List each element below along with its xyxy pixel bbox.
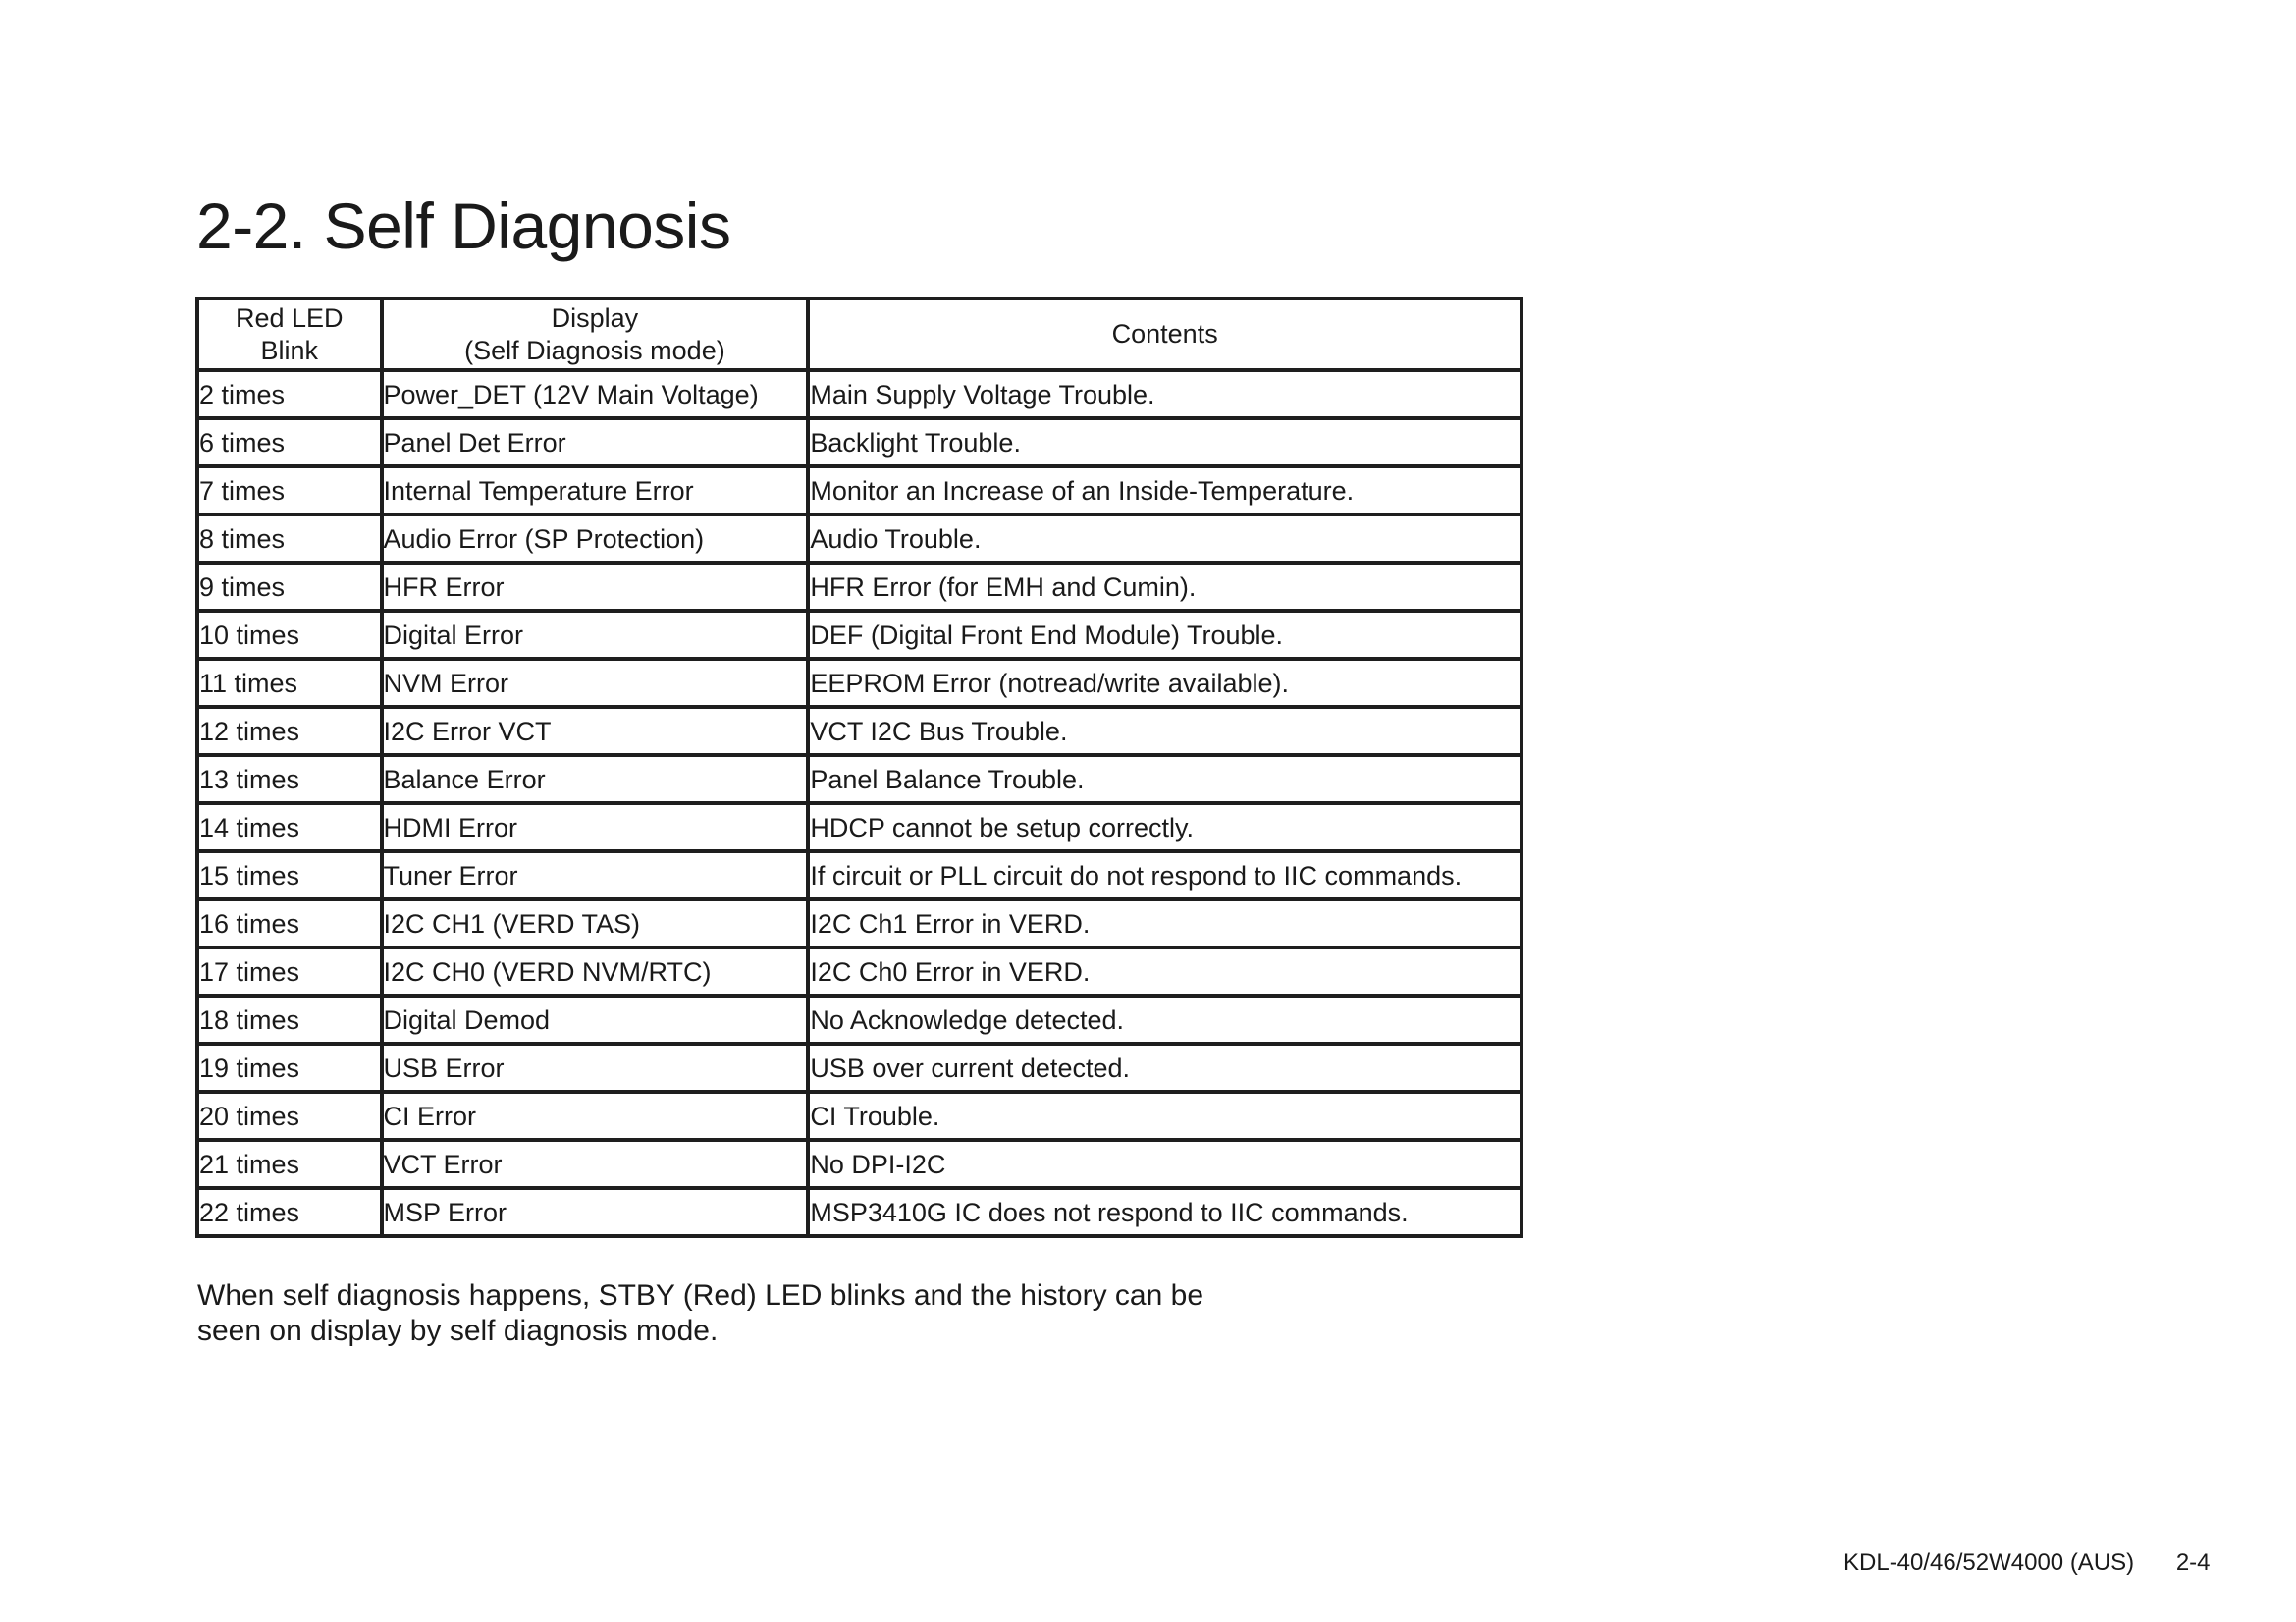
table-row (197, 1044, 1522, 1092)
cell-display: NVM Error (382, 659, 809, 707)
table-row (197, 803, 1522, 851)
table-header-row (197, 298, 1522, 370)
cell-blink-count: 7 times (197, 466, 382, 514)
cell-contents: Audio Trouble. (808, 514, 1522, 563)
page-footer (1843, 1549, 2211, 1577)
table-row (197, 659, 1522, 707)
cell-contents: CI Trouble. (808, 1092, 1522, 1140)
cell-blink-count: 16 times (197, 899, 382, 947)
table-row (197, 899, 1522, 947)
cell-contents: MSP3410G IC does not respond to IIC commands. (808, 1188, 1522, 1236)
cell-blink-count: 2 times (197, 370, 382, 418)
cell-contents: Monitor an Increase of an Inside-Temperature. (808, 466, 1522, 514)
table-row (197, 563, 1522, 611)
cell-display: Tuner Error (382, 851, 809, 899)
cell-contents: DEF (Digital Front End Module) Trouble. (808, 611, 1522, 659)
cell-blink-count: 11 times (197, 659, 382, 707)
cell-display: Panel Det Error (382, 418, 809, 466)
header-blink-line1: Red LED (235, 302, 344, 333)
cell-blink-count: 8 times (197, 514, 382, 563)
cell-display: CI Error (382, 1092, 809, 1140)
footer-page-number: 2-4 (2175, 1549, 2211, 1576)
cell-display: VCT Error (382, 1140, 809, 1188)
table-row (197, 851, 1522, 899)
table-row (197, 1188, 1522, 1236)
cell-contents: EEPROM Error (notread/write available). (808, 659, 1522, 707)
caption-line-2: seen on display by self diagnosis mode. (197, 1315, 719, 1347)
table-body (197, 370, 1522, 1236)
cell-blink-count: 13 times (197, 755, 382, 803)
table-row (197, 1092, 1522, 1140)
page-title: 2-2. Self Diagnosis (196, 189, 731, 262)
cell-blink-count: 19 times (197, 1044, 382, 1092)
cell-contents: No Acknowledge detected. (808, 996, 1522, 1044)
table-row (197, 996, 1522, 1044)
table-row (197, 370, 1522, 418)
cell-blink-count: 15 times (197, 851, 382, 899)
cell-display: Audio Error (SP Protection) (382, 514, 809, 563)
cell-display: Power_DET (12V Main Voltage) (382, 370, 809, 418)
header-display (382, 298, 809, 370)
cell-blink-count: 18 times (197, 996, 382, 1044)
cell-display: USB Error (382, 1044, 809, 1092)
cell-blink-count: 22 times (197, 1188, 382, 1236)
caption (197, 1278, 1326, 1349)
cell-contents: VCT I2C Bus Trouble. (808, 707, 1522, 755)
header-red-led-blink (197, 298, 382, 370)
footer-model: KDL-40/46/52W4000 (AUS) (1843, 1549, 2135, 1576)
cell-blink-count: 9 times (197, 563, 382, 611)
cell-display: I2C CH0 (VERD NVM/RTC) (382, 947, 809, 996)
cell-contents: I2C Ch1 Error in VERD. (808, 899, 1522, 947)
cell-blink-count: 10 times (197, 611, 382, 659)
cell-contents: If circuit or PLL circuit do not respond to IIC commands. (808, 851, 1522, 899)
cell-blink-count: 17 times (197, 947, 382, 996)
table-row (197, 514, 1522, 563)
self-diagnosis-table (195, 297, 1523, 1238)
cell-display: MSP Error (382, 1188, 809, 1236)
cell-display: Digital Demod (382, 996, 809, 1044)
cell-contents: Backlight Trouble. (808, 418, 1522, 466)
header-contents: Contents (808, 298, 1522, 370)
cell-display: Digital Error (382, 611, 809, 659)
cell-display: Internal Temperature Error (382, 466, 809, 514)
table-row (197, 755, 1522, 803)
cell-contents: HFR Error (for EMH and Cumin). (808, 563, 1522, 611)
header-display-line2: (Self Diagnosis mode) (464, 335, 725, 365)
cell-blink-count: 21 times (197, 1140, 382, 1188)
table-row (197, 611, 1522, 659)
cell-display: I2C Error VCT (382, 707, 809, 755)
cell-contents: I2C Ch0 Error in VERD. (808, 947, 1522, 996)
cell-contents: Main Supply Voltage Trouble. (808, 370, 1522, 418)
cell-display: HDMI Error (382, 803, 809, 851)
cell-contents: USB over current detected. (808, 1044, 1522, 1092)
cell-display: Balance Error (382, 755, 809, 803)
table-row (197, 1140, 1522, 1188)
header-blink-line2: Blink (260, 335, 319, 365)
cell-blink-count: 12 times (197, 707, 382, 755)
header-display-line1: Display (551, 302, 639, 333)
cell-contents: HDCP cannot be setup correctly. (808, 803, 1522, 851)
caption-line-1: When self diagnosis happens, STBY (Red) LED blinks and the history can be (197, 1279, 1204, 1312)
table-row (197, 947, 1522, 996)
cell-blink-count: 20 times (197, 1092, 382, 1140)
cell-display: HFR Error (382, 563, 809, 611)
table-row (197, 418, 1522, 466)
table-row (197, 466, 1522, 514)
cell-contents: No DPI-I2C (808, 1140, 1522, 1188)
cell-blink-count: 6 times (197, 418, 382, 466)
cell-display: I2C CH1 (VERD TAS) (382, 899, 809, 947)
table-row (197, 707, 1522, 755)
cell-blink-count: 14 times (197, 803, 382, 851)
cell-contents: Panel Balance Trouble. (808, 755, 1522, 803)
